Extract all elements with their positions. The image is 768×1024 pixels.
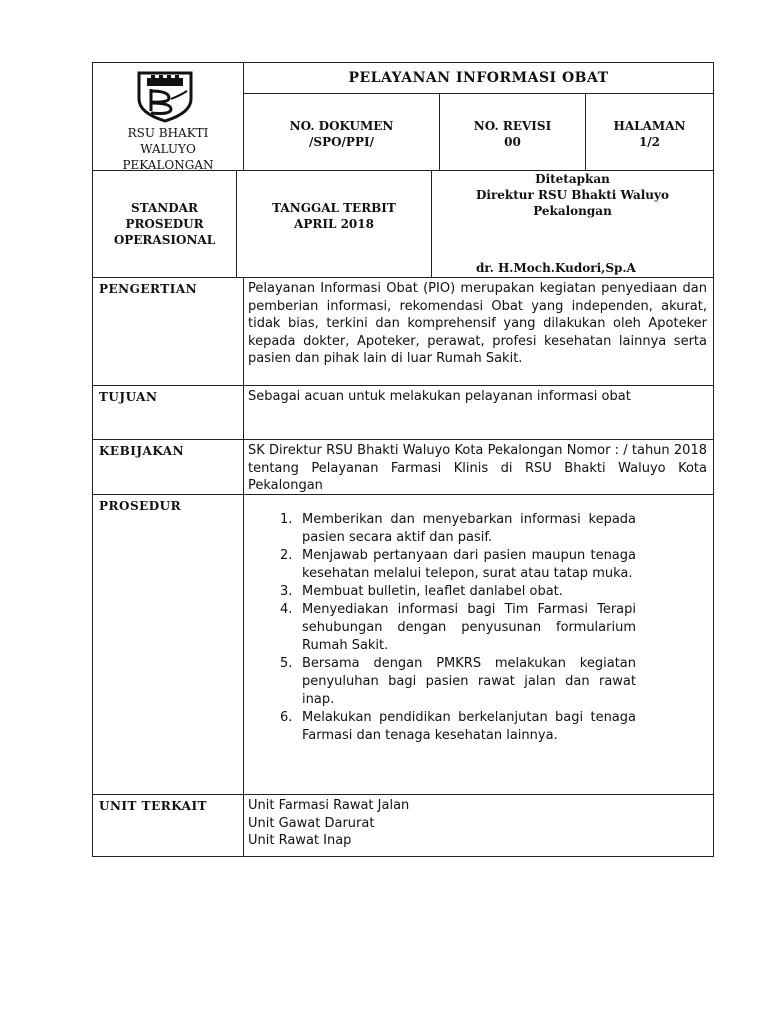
sop-label-line: STANDAR [131, 201, 198, 215]
prosedur-content [243, 495, 713, 794]
sop-label-line: OPERASIONAL [113, 233, 216, 247]
list-item-number: 3. [280, 584, 293, 599]
list-item-number: 1. [280, 512, 293, 527]
list-item [280, 511, 636, 547]
kebijakan-label: KEBIJAKAN [99, 444, 185, 458]
tujuan-text: Sebagai acuan untuk melakukan pelayanan informasi obat [243, 386, 713, 439]
sop-label-cell [93, 171, 236, 277]
tanggal-label: TANGGAL TERBIT [272, 201, 396, 215]
prosedur-row [93, 494, 713, 794]
no-dokumen-label: NO. DOKUMEN [289, 119, 394, 133]
unit-item: Unit Rawat Inap [248, 833, 352, 848]
list-item [280, 583, 636, 601]
list-item [280, 709, 636, 745]
list-item-number: 5. [280, 656, 293, 671]
no-revisi-cell [439, 94, 585, 170]
unit-terkait-list [243, 795, 713, 856]
signatory-name: dr. H.Moch.Kudori,Sp.A [476, 261, 636, 275]
halaman-label: HALAMAN [613, 119, 686, 133]
halaman-cell [585, 94, 713, 170]
header-row [93, 63, 713, 170]
pengertian-row [93, 277, 713, 385]
pengertian-text: Pelayanan Informasi Obat (PIO) merupakan kegiatan penyediaan dan pemberian informasi, rekomendasi Obat yang independen, akurat, tidak bias, terkini dan komprehensif yang dilakukan oleh Apoteker kepada dokter, Apoteker, perawat, profesi kesehatan lainnya serta pasien dan pihak lain di luar Rumah Sakit. [243, 278, 713, 385]
hospital-logo-icon [131, 69, 199, 125]
title-block [243, 63, 713, 170]
kebijakan-text: SK Direktur RSU Bhakti Waluyo Kota Pekalongan Nomor : / tahun 2018 tentang Pelayanan Farmasi Klinis di RSU Bhakti Waluyo Kota Pekalongan [243, 440, 713, 494]
tanggal-cell [236, 171, 431, 277]
unit-terkait-label: UNIT TERKAIT [99, 799, 207, 813]
list-item-number: 6. [280, 710, 293, 725]
unit-terkait-row [93, 794, 713, 856]
tujuan-row [93, 385, 713, 439]
list-item-text: Memberikan dan menyebarkan informasi kepada pasien secara aktif dan pasif. [302, 512, 636, 545]
list-item-number: 4. [280, 602, 293, 617]
list-item-text: Bersama dengan PMKRS melakukan kegiatan penyuluhan bagi pasien rawat jalan dan rawat inap. [302, 656, 636, 707]
hospital-name [93, 125, 243, 173]
list-item [280, 601, 636, 655]
tanggal-value: APRIL 2018 [294, 217, 374, 231]
list-item [280, 547, 636, 583]
prosedur-list [280, 511, 636, 745]
hospital-name-line: PEKALONGAN [122, 158, 214, 172]
list-item-text: Melakukan pendidikan berkelanjutan bagi tenaga Farmasi dan tenaga kesehatan lainnya. [302, 710, 636, 743]
unit-item: Unit Gawat Darurat [248, 815, 375, 831]
list-item-number: 2. [280, 548, 293, 563]
ditetapkan-block [432, 171, 713, 219]
direktur-line: Direktur RSU Bhakti Waluyo [476, 188, 669, 202]
list-item-text: Membuat bulletin, leaflet danlabel obat. [302, 584, 563, 599]
no-revisi-label: NO. REVISI [473, 119, 552, 133]
list-item [280, 655, 636, 709]
sop-label-line: PROSEDUR [125, 217, 204, 231]
hospital-cell [93, 63, 243, 170]
sop-row [93, 170, 713, 277]
no-revisi-value: 00 [504, 135, 521, 149]
unit-item: Unit Farmasi Rawat Jalan [248, 798, 410, 813]
tujuan-label: TUJUAN [99, 390, 158, 404]
list-item-text: Menjawab pertanyaan dari pasien maupun tenaga kesehatan melalui telepon, surat atau tatap muka. [302, 548, 636, 581]
halaman-value: 1/2 [638, 135, 661, 149]
no-dokumen-value: /SPO/PPI/ [309, 135, 374, 149]
ditetapkan-text: Ditetapkan [535, 172, 610, 186]
ditetapkan-cell [431, 171, 713, 277]
no-dokumen-cell [244, 94, 439, 170]
kebijakan-row [93, 439, 713, 494]
prosedur-label: PROSEDUR [99, 499, 182, 513]
list-item-text: Menyediakan informasi bagi Tim Farmasi Terapi sehubungan dengan penyusunan formularium Rumah Sakit. [302, 602, 636, 653]
hospital-name-line: RSU BHAKTI [127, 126, 209, 140]
doc-title: PELAYANAN INFORMASI OBAT [348, 70, 609, 86]
pengertian-label: PENGERTIAN [99, 282, 198, 296]
hospital-name-line: WALUYO [140, 142, 196, 156]
doc-meta-row [244, 93, 713, 170]
sop-document-table [92, 62, 714, 857]
direktur-line: Pekalongan [533, 204, 612, 218]
